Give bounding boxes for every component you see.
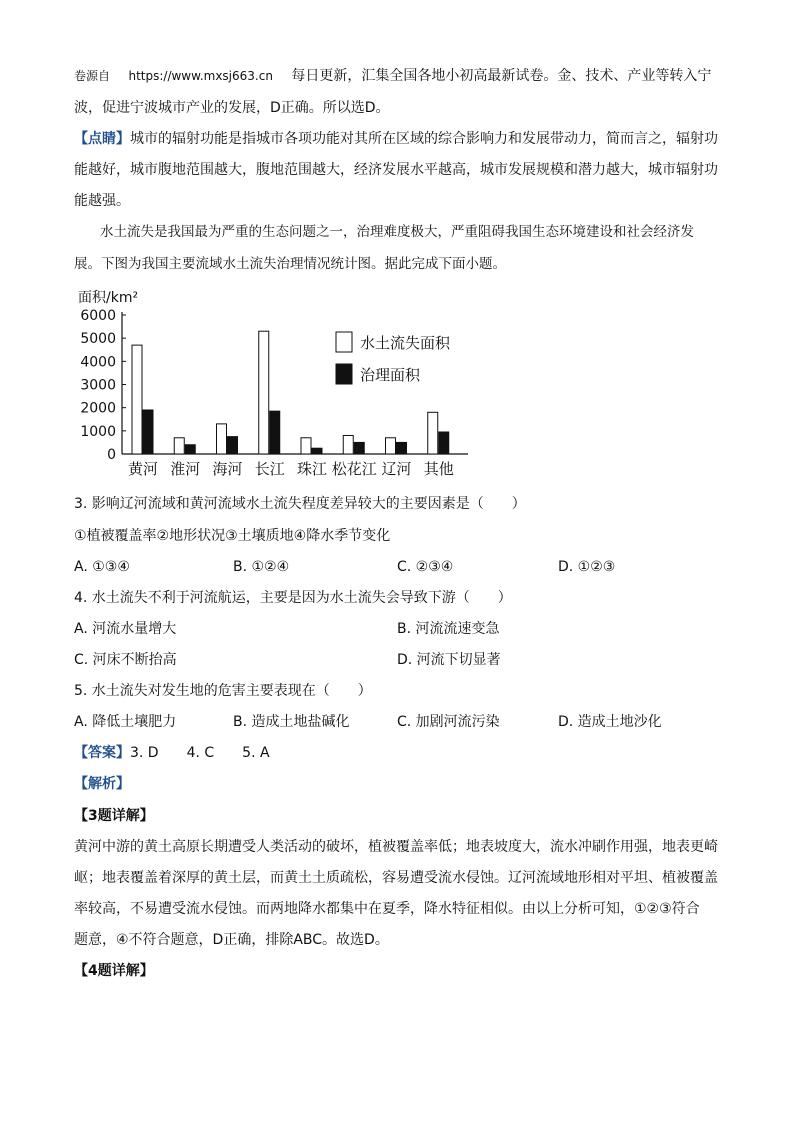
source-line: [74, 66, 724, 86]
tip-label: 【点睛】: [74, 131, 130, 147]
q3-detail-line-1: 黄河中游的黄土高原长期遭受人类活动的破坏，植被覆盖率低；地表坡度大，流水冲刷作用强，地表更崎: [74, 839, 718, 855]
legend-swatch: [336, 332, 352, 352]
tip-text-1: 城市的辐射功能是指城市各项功能对其所在区域的综合影响力和发展带动力，简而言之，辐射功: [130, 131, 718, 147]
bar-treated-area: [185, 445, 195, 454]
y-axis-label: 面积/km²: [78, 290, 139, 306]
bar-erosion-area: [259, 331, 269, 454]
q3-detail-line-4: 题意，④不符合题意，D正确，排除ABC。故选D。: [74, 932, 389, 948]
q4-stem: 4. 水土流失不利于河流航运，主要是因为水土流失会导致下游（ ）: [74, 590, 512, 606]
y-tick-label: 4000: [80, 354, 116, 371]
answer-text: 3. D 4. C 5. A: [130, 745, 270, 761]
q4-option-c[interactable]: C. 河床不断抬高: [74, 652, 177, 668]
x-tick-label: 长江: [254, 460, 285, 478]
q5-option-d[interactable]: D. 造成土地沙化: [558, 714, 662, 730]
bar-erosion-area: [174, 438, 184, 454]
bar-treated-area: [270, 411, 280, 454]
tip-line-2: 能越好，城市腹地范围越大，腹地范围越大，经济发展水平越高，城市发展规模和潜力越大，城市辐射功: [74, 162, 718, 178]
answer-line: [74, 743, 724, 763]
bar-treated-area: [397, 442, 407, 454]
q3-option-d[interactable]: D. ①②③: [558, 559, 616, 575]
x-tick-label: 淮河: [170, 460, 201, 478]
q3-option-a[interactable]: A. ①③④: [74, 559, 130, 575]
y-tick-label: 2000: [80, 400, 116, 417]
source-url[interactable]: https://www.mxsj663.cn: [128, 69, 273, 83]
y-tick-label: 0: [107, 447, 116, 463]
tip-line-3: 能越强。: [74, 193, 130, 209]
q3-detail-label: 【3题详解】: [74, 808, 154, 824]
y-tick-label: 6000: [80, 308, 116, 324]
q3-detail-line-3: 率较高，不易遭受流水侵蚀。而两地降水都集中在夏季，降水特征相似。由以上分析可知，①②③符合: [74, 901, 700, 917]
analysis-label: 【解析】: [74, 776, 130, 792]
y-tick-label: 5000: [80, 331, 116, 348]
bar-treated-area: [312, 448, 322, 454]
bar-erosion-area: [217, 424, 227, 454]
q4-option-b[interactable]: B. 河流流速变急: [397, 621, 500, 637]
x-tick-label: 其他: [423, 460, 454, 478]
q5-option-a[interactable]: A. 降低土壤肥力: [74, 714, 177, 730]
bar-chart: [74, 284, 494, 482]
bar-erosion-area: [301, 438, 311, 454]
legend-label: 水土流失面积: [360, 334, 451, 352]
source-prefix: 卷源自: [74, 69, 111, 83]
q4-detail-label: 【4题详解】: [74, 963, 154, 979]
bar-erosion-area: [132, 345, 142, 454]
bar-treated-area: [143, 410, 153, 454]
q4-option-a[interactable]: A. 河流水量增大: [74, 621, 177, 637]
x-tick-label: 辽河: [381, 460, 412, 478]
passage-line-2: 展。下图为我国主要流域水土流失治理情况统计图。据此完成下面小题。: [74, 256, 506, 272]
q3-items: ①植被覆盖率②地形状况③土壤质地④降水季节变化: [74, 528, 391, 544]
answer-label: 【答案】: [74, 745, 130, 761]
tip-line-1: [74, 129, 724, 149]
passage-line-1: 水土流失是我国最为严重的生态问题之一，治理难度极大，严重阻碍我国生态环境建设和社会经济发: [100, 224, 694, 240]
bar-erosion-area: [343, 435, 353, 454]
bar-erosion-area: [428, 412, 438, 454]
bar-treated-area: [354, 442, 364, 454]
y-tick-label: 1000: [80, 423, 116, 440]
q4-option-d[interactable]: D. 河流下切显著: [397, 652, 501, 668]
prev-answer-line: 波，促进宁波城市产业的发展，D正确。所以选D。: [74, 100, 390, 116]
x-tick-label: 珠江: [296, 460, 328, 478]
q3-option-c[interactable]: C. ②③④: [397, 559, 454, 575]
q3-detail-line-2: 岖；地表覆盖着深厚的黄土层，而黄土土质疏松，容易遭受流水侵蚀。辽河流域地形相对平坦、植被覆盖: [74, 870, 718, 886]
q3-stem: 3. 影响辽河流域和黄河流域水土流失程度差异较大的主要因素是（ ）: [74, 496, 526, 512]
q5-option-b[interactable]: B. 造成土地盐碱化: [233, 714, 350, 730]
q3-option-b[interactable]: B. ①②④: [233, 559, 290, 575]
bar-treated-area: [228, 437, 238, 454]
legend-label: 治理面积: [360, 366, 421, 384]
bar-erosion-area: [386, 438, 396, 454]
x-tick-label: 松花江: [331, 460, 377, 478]
source-suffix: 每日更新，汇集全国各地小初高最新试卷。金、技术、产业等转入宁: [291, 68, 712, 84]
q5-stem: 5. 水土流失对发生地的危害主要表现在（ ）: [74, 683, 372, 699]
legend-swatch: [336, 364, 352, 384]
x-tick-label: 海河: [212, 460, 243, 478]
q5-option-c[interactable]: C. 加剧河流污染: [397, 714, 500, 730]
x-tick-label: 黄河: [127, 460, 159, 478]
y-tick-label: 3000: [80, 377, 116, 394]
bar-treated-area: [439, 432, 449, 454]
